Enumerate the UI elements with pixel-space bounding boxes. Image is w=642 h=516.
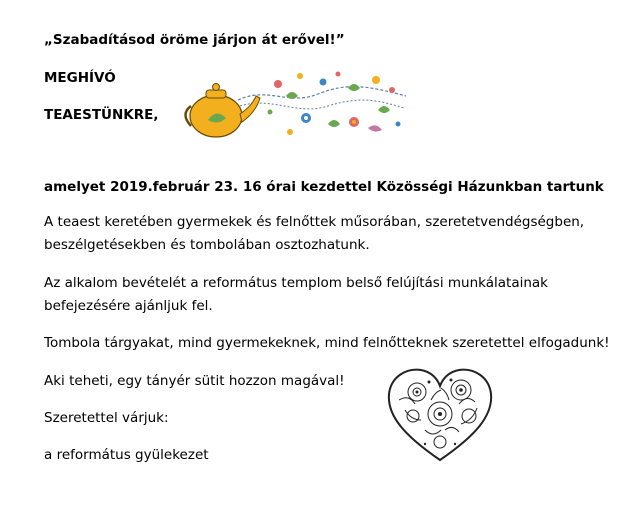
heart-illustration xyxy=(385,364,495,468)
paragraph-welcome: Szeretettel várjuk: xyxy=(44,410,169,426)
paragraph-raffle: Tombola tárgyakat, mind gyermekeknek, mind felnőtteknek szeretettel elfogadunk! xyxy=(44,335,610,351)
paragraph-income-line2: befejezésére ajánljuk fel. xyxy=(44,298,213,314)
paragraph-cake: Aki teheti, egy tányér sütit hozzon magával! xyxy=(44,373,345,389)
signature-line: a református gyülekezet xyxy=(44,447,209,463)
tea-evening-heading: TEAESTÜNKRE, xyxy=(44,107,159,123)
event-date-line: amelyet 2019.február 23. 16 órai kezdettel Közösségi Házunkban tartunk xyxy=(44,179,604,195)
paragraph-program-line2: beszélgetésekben és tombolában osztozhatunk. xyxy=(44,237,370,253)
teapot-illustration xyxy=(178,66,410,144)
invitation-heading: MEGHÍVÓ xyxy=(44,70,116,86)
paragraph-income-line1: Az alkalom bevételét a református templom belső felújítási munkálatainak xyxy=(44,275,548,291)
paragraph-program-line1: A teaest keretében gyermekek és felnőttek műsorában, szeretetvendégségben, xyxy=(44,214,585,230)
quote-line: „Szabadításod öröme járjon át erővel!” xyxy=(44,32,345,48)
